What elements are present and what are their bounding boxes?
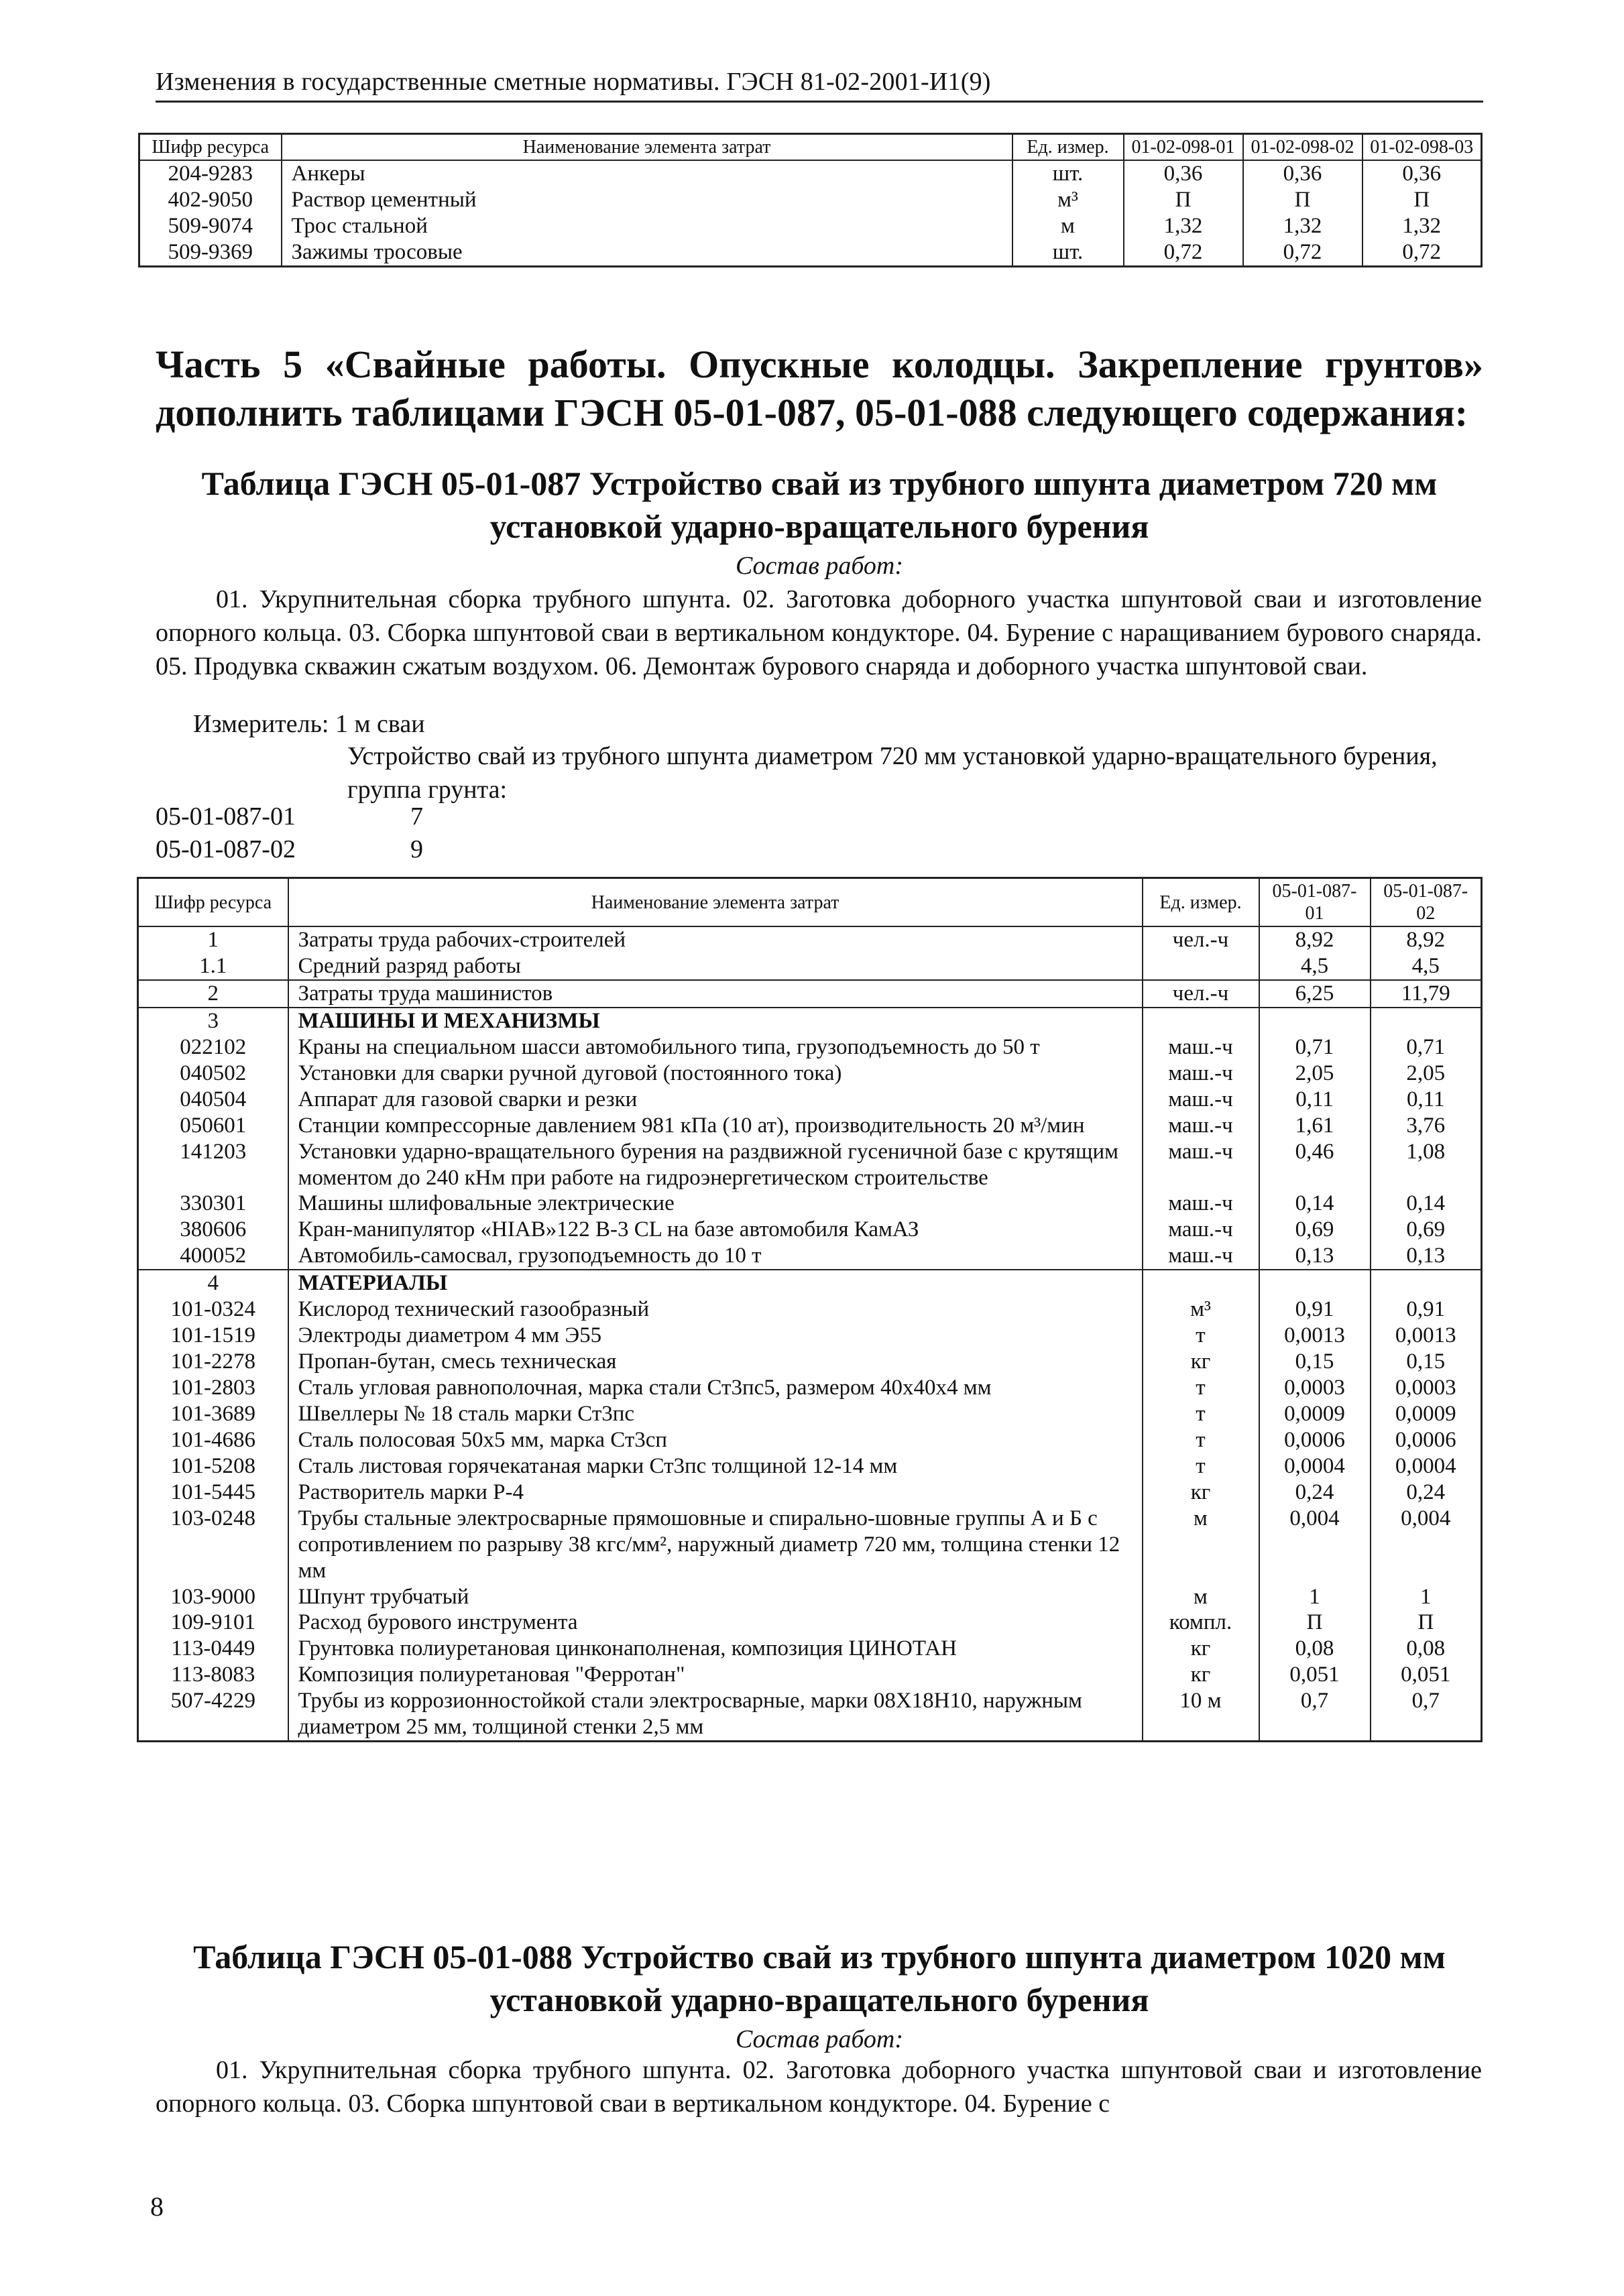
- resource-code: 402-9050: [139, 187, 282, 213]
- value: П: [1259, 1610, 1371, 1636]
- column-header: Ед. измер.: [1143, 878, 1259, 927]
- unit: м: [1143, 1584, 1259, 1610]
- value: 4,5: [1259, 953, 1371, 980]
- resource-name: Сталь листовая горячекатаная марки Ст3пс толщиной 12-14 мм: [288, 1453, 1143, 1479]
- resource-code: 509-9074: [139, 213, 282, 239]
- value: 2,05: [1371, 1061, 1482, 1087]
- resource-code: 101-5208: [138, 1453, 288, 1479]
- section-title: МАТЕРИАЛЫ: [288, 1270, 1143, 1296]
- value: 0,36: [1362, 160, 1482, 187]
- value: 0,7: [1259, 1688, 1371, 1741]
- table-row: [138, 1113, 1482, 1139]
- value: 2,05: [1259, 1061, 1371, 1087]
- column-header: 05-01-087-01: [1259, 878, 1371, 927]
- column-header: Ед. измер.: [1012, 134, 1124, 161]
- table-row: [138, 1401, 1482, 1427]
- table-row: [138, 1662, 1482, 1688]
- column-header: 01-02-098-01: [1124, 134, 1243, 161]
- unit: кг: [1143, 1479, 1259, 1506]
- value: 0,24: [1371, 1479, 1482, 1506]
- running-header: Изменения в государственные сметные нормативы. ГЭСН 81-02-2001-И1(9): [156, 68, 991, 96]
- value: 11,79: [1371, 980, 1482, 1008]
- table-row: [138, 1061, 1482, 1087]
- section-title: МАШИНЫ И МЕХАНИЗМЫ: [288, 1008, 1143, 1034]
- resource-name: Аппарат для газовой сварки и резки: [288, 1087, 1143, 1113]
- resource-code: 101-0324: [138, 1296, 288, 1323]
- value: 0,71: [1371, 1034, 1482, 1061]
- value: 0,004: [1259, 1506, 1371, 1584]
- resource-code: 380606: [138, 1217, 288, 1243]
- value: 1,61: [1259, 1113, 1371, 1139]
- table-row: [138, 1243, 1482, 1270]
- unit: маш.-ч: [1143, 1113, 1259, 1139]
- table-row: [139, 239, 1482, 266]
- resource-name: Трубы из коррозионностойкой стали электросварные, марки 08Х18Н10, наружным диаметром 25 мм, толщиной стенки 2,5 мм: [288, 1688, 1143, 1741]
- table-row: [138, 1296, 1482, 1323]
- resource-name: Пропан-бутан, смесь техническая: [288, 1349, 1143, 1375]
- table-row: [138, 1479, 1482, 1506]
- resource-name: Затраты труда машинистов: [288, 980, 1143, 1008]
- column-header: 05-01-087-02: [1371, 878, 1482, 927]
- resource-code: 101-2803: [138, 1375, 288, 1401]
- unit: чел.-ч: [1143, 980, 1259, 1008]
- resource-name: Краны на специальном шасси автомобильного типа, грузоподъемность до 50 т: [288, 1034, 1143, 1061]
- resource-code: 113-0449: [138, 1636, 288, 1662]
- resource-name: Зажимы тросовые: [282, 239, 1012, 266]
- resource-name: Автомобиль-самосвал, грузоподъемность до 10 т: [288, 1243, 1143, 1270]
- unit: т: [1143, 1453, 1259, 1479]
- value: 8,92: [1371, 926, 1482, 953]
- table-088-title-line2: установкой ударно-вращательного бурения: [489, 1980, 1149, 2018]
- resource-name: Трос стальной: [282, 213, 1012, 239]
- unit: [1143, 953, 1259, 980]
- part-heading-line1: Часть 5 «Свайные работы. Опускные колодцы. Закрепление грунтов»: [156, 343, 1483, 386]
- column-header: 01-02-098-02: [1243, 134, 1362, 161]
- value: 0,0006: [1371, 1427, 1482, 1453]
- value: 1: [1371, 1584, 1482, 1610]
- value: 0,91: [1259, 1296, 1371, 1323]
- table-088-title: [156, 1936, 1483, 2021]
- unit: т: [1143, 1401, 1259, 1427]
- header-rule: [156, 101, 1483, 103]
- value: 0,91: [1371, 1296, 1482, 1323]
- resource-name: Растворитель марки Р-4: [288, 1479, 1143, 1506]
- resource-name: Установки ударно-вращательного бурения на раздвижной гусеничной базе с крутящим моментом до 240 кНм при работе на гидроэнергетическом строительстве: [288, 1139, 1143, 1191]
- section-number: 4: [138, 1270, 288, 1296]
- value: 1,32: [1243, 213, 1362, 239]
- resource-name: Машины шлифовальные электрические: [288, 1191, 1143, 1217]
- table-section-row: [138, 1270, 1482, 1296]
- value: 0,0013: [1371, 1323, 1482, 1349]
- value: 4,5: [1371, 953, 1482, 980]
- table-header-row: [139, 134, 1482, 161]
- value: 0,0013: [1259, 1323, 1371, 1349]
- table-row: [138, 1636, 1482, 1662]
- unit: м: [1143, 1506, 1259, 1584]
- unit: м: [1012, 213, 1124, 239]
- unit: шт.: [1012, 160, 1124, 187]
- resource-name: Анкеры: [282, 160, 1012, 187]
- resource-code: 040504: [138, 1087, 288, 1113]
- value: 0,15: [1259, 1349, 1371, 1375]
- table-row: [138, 1349, 1482, 1375]
- value: 8,92: [1259, 926, 1371, 953]
- resource-name: Трубы стальные электросварные прямошовные и спирально-шовные группы А и Б с сопротивлением по разрыву 38 кгс/мм², наружный диаметр 720 мм, толщина стенки 12 мм: [288, 1506, 1143, 1584]
- resource-name: Электроды диаметром 4 мм Э55: [288, 1323, 1143, 1349]
- soil-group: 7: [410, 802, 423, 831]
- value: 0,051: [1259, 1662, 1371, 1688]
- table-087-title-line1: Таблица ГЭСН 05-01-087 Устройство свай из трубного шпунта диаметром 720 мм: [201, 465, 1438, 502]
- table-row: [138, 1217, 1482, 1243]
- value: 1: [1259, 1584, 1371, 1610]
- table-header-row: [138, 878, 1482, 927]
- value: 1,08: [1371, 1139, 1482, 1191]
- resource-name: Установки для сварки ручной дуговой (постоянного тока): [288, 1061, 1143, 1087]
- unit: чел.-ч: [1143, 926, 1259, 953]
- column-header: Шифр ресурса: [139, 134, 282, 161]
- resource-name: Затраты труда рабочих-строителей: [288, 926, 1143, 953]
- value: 1,32: [1124, 213, 1243, 239]
- table-row: [139, 213, 1482, 239]
- table-088-title-line1: Таблица ГЭСН 05-01-088 Устройство свай из трубного шпунта диаметром 1020 мм: [193, 1938, 1446, 1976]
- value: 0,004: [1371, 1506, 1482, 1584]
- value: 0,36: [1243, 160, 1362, 187]
- table-row: [139, 160, 1482, 187]
- table-row: [138, 926, 1482, 953]
- value: 0,69: [1259, 1217, 1371, 1243]
- value: 0,72: [1124, 239, 1243, 266]
- resource-code: 141203: [138, 1139, 288, 1191]
- value: П: [1124, 187, 1243, 213]
- column-header: 01-02-098-03: [1362, 134, 1482, 161]
- resource-name: Шпунт трубчатый: [288, 1584, 1143, 1610]
- resource-name: Кран-манипулятор «HIAB»122 B-3 CL на базе автомобиля КамАЗ: [288, 1217, 1143, 1243]
- unit: маш.-ч: [1143, 1061, 1259, 1087]
- value: 0,0003: [1371, 1375, 1482, 1401]
- value: П: [1243, 187, 1362, 213]
- work-composition-text: 01. Укрупнительная сборка трубного шпунта. 02. Заготовка доборного участка шпунтовой сваи и изготовление опорного кольца. 03. Сборка шпунтовой сваи в вертикальном кондукторе. 04. Бурение с: [156, 2056, 1482, 2118]
- unit: маш.-ч: [1143, 1243, 1259, 1270]
- value: 0,0009: [1259, 1401, 1371, 1427]
- table-row: [138, 980, 1482, 1008]
- unit: маш.-ч: [1143, 1034, 1259, 1061]
- section-number: 3: [138, 1008, 288, 1034]
- value: 0,0004: [1371, 1453, 1482, 1479]
- norm-code-row: [156, 835, 423, 864]
- page-number: 8: [150, 2191, 164, 2222]
- unit: кг: [1143, 1349, 1259, 1375]
- resource-code: 022102: [138, 1034, 288, 1061]
- value: 0,0004: [1259, 1453, 1371, 1479]
- unit: кг: [1143, 1636, 1259, 1662]
- unit: маш.-ч: [1143, 1139, 1259, 1191]
- resource-table-098: [138, 133, 1483, 267]
- value: 0,0009: [1371, 1401, 1482, 1427]
- unit: маш.-ч: [1143, 1191, 1259, 1217]
- table-row: [138, 1427, 1482, 1453]
- value: 0,051: [1371, 1662, 1482, 1688]
- resource-name: Раствор цементный: [282, 187, 1012, 213]
- resource-code: 109-9101: [138, 1610, 288, 1636]
- unit: м³: [1143, 1296, 1259, 1323]
- value: 0,11: [1371, 1087, 1482, 1113]
- table-087-title-line2: установкой ударно-вращательного бурения: [489, 507, 1149, 545]
- work-composition-text: 01. Укрупнительная сборка трубного шпунта. 02. Заготовка доборного участка шпунтовой сваи и изготовление опорного кольца. 03. Сборка шпунтовой сваи в вертикальном кондукторе. 04. Бурение с наращиванием бурового снаряда. 05. Продувка скважин сжатым воздухом. 06. Демонтаж бурового снаряда и доборного участка шпунтовой сваи.: [156, 585, 1482, 680]
- resource-code: 101-5445: [138, 1479, 288, 1506]
- resource-table-087: [137, 877, 1483, 1742]
- value: 6,25: [1259, 980, 1371, 1008]
- resource-code: 330301: [138, 1191, 288, 1217]
- value: П: [1362, 187, 1482, 213]
- resource-code: 101-4686: [138, 1427, 288, 1453]
- value: 0,08: [1371, 1636, 1482, 1662]
- resource-name: Сталь угловая равнополочная, марка стали Ст3пс5, размером 40х40х4 мм: [288, 1375, 1143, 1401]
- value: 0,24: [1259, 1479, 1371, 1506]
- table-row: [138, 953, 1482, 980]
- unit: 10 м: [1143, 1688, 1259, 1741]
- unit: т: [1143, 1427, 1259, 1453]
- value: П: [1371, 1610, 1482, 1636]
- resource-name: Грунтовка полиуретановая цинконаполненая, композиция ЦИНОТАН: [288, 1636, 1143, 1662]
- table-row: [139, 187, 1482, 213]
- resource-name: Расход бурового инструмента: [288, 1610, 1143, 1636]
- value: 3,76: [1371, 1113, 1482, 1139]
- part-heading: [156, 341, 1483, 437]
- resource-code: 101-1519: [138, 1323, 288, 1349]
- unit: маш.-ч: [1143, 1087, 1259, 1113]
- resource-code: 103-9000: [138, 1584, 288, 1610]
- column-header: Наименование элемента затрат: [282, 134, 1012, 161]
- table-row: [138, 1584, 1482, 1610]
- value: 0,11: [1259, 1087, 1371, 1113]
- value: 0,69: [1371, 1217, 1482, 1243]
- value: 1,32: [1362, 213, 1482, 239]
- part-heading-line2: дополнить таблицами ГЭСН 05-01-087, 05-01-088 следующего содержания:: [156, 390, 1468, 434]
- table-section-row: [138, 1008, 1482, 1034]
- resource-code: 050601: [138, 1113, 288, 1139]
- table-row: [138, 1191, 1482, 1217]
- measure-description: Устройство свай из трубного шпунта диаметром 720 мм установкой ударно-вращательного бурения, группа грунта:: [347, 742, 1438, 804]
- table-row: [138, 1375, 1482, 1401]
- resource-code: 204-9283: [139, 160, 282, 187]
- resource-code: 1: [138, 926, 288, 953]
- resource-code: 509-9369: [139, 239, 282, 266]
- unit: компл.: [1143, 1610, 1259, 1636]
- resource-code: 507-4229: [138, 1688, 288, 1741]
- value: 0,13: [1371, 1243, 1482, 1270]
- table-row: [138, 1453, 1482, 1479]
- resource-code: 2: [138, 980, 288, 1008]
- table-row: [138, 1034, 1482, 1061]
- value: 0,14: [1371, 1191, 1482, 1217]
- work-composition-label: Состав работ:: [735, 2025, 904, 2053]
- value: 0,0006: [1259, 1427, 1371, 1453]
- norm-code: 05-01-087-02: [156, 835, 296, 863]
- resource-code: 101-3689: [138, 1401, 288, 1427]
- table-087-title: [156, 463, 1483, 548]
- value: 0,08: [1259, 1636, 1371, 1662]
- unit: шт.: [1012, 239, 1124, 266]
- resource-name: Швеллеры № 18 сталь марки Ст3пс: [288, 1401, 1143, 1427]
- resource-code: 1.1: [138, 953, 288, 980]
- resource-code: 400052: [138, 1243, 288, 1270]
- resource-code: 103-0248: [138, 1506, 288, 1584]
- work-composition-label: Состав работ:: [735, 552, 904, 580]
- value: 0,7: [1371, 1688, 1482, 1741]
- value: 0,36: [1124, 160, 1243, 187]
- resource-name: Композиция полиуретановая "Ферротан": [288, 1662, 1143, 1688]
- value: 0,15: [1371, 1349, 1482, 1375]
- norm-code-row: [156, 802, 423, 831]
- value: 0,14: [1259, 1191, 1371, 1217]
- value: 0,72: [1362, 239, 1482, 266]
- resource-name: Сталь полосовая 50х5 мм, марка Ст3сп: [288, 1427, 1143, 1453]
- resource-name: Средний разряд работы: [288, 953, 1143, 980]
- resource-code: 113-8083: [138, 1662, 288, 1688]
- table-row: [138, 1506, 1482, 1584]
- value: 0,72: [1243, 239, 1362, 266]
- table-row: [138, 1139, 1482, 1191]
- table-row: [138, 1087, 1482, 1113]
- unit: маш.-ч: [1143, 1217, 1259, 1243]
- unit: м³: [1012, 187, 1124, 213]
- measure-unit: Измеритель: 1 м сваи: [193, 710, 425, 738]
- value: 0,0003: [1259, 1375, 1371, 1401]
- resource-name: Станции компрессорные давлением 981 кПа (10 ат), производительность 20 м³/мин: [288, 1113, 1143, 1139]
- soil-group: 9: [410, 835, 423, 863]
- unit: кг: [1143, 1662, 1259, 1688]
- unit: т: [1143, 1323, 1259, 1349]
- table-row: [138, 1323, 1482, 1349]
- value: 0,46: [1259, 1139, 1371, 1191]
- value: 0,71: [1259, 1034, 1371, 1061]
- column-header: Наименование элемента затрат: [288, 878, 1143, 927]
- value: 0,13: [1259, 1243, 1371, 1270]
- unit: т: [1143, 1375, 1259, 1401]
- norm-code: 05-01-087-01: [156, 802, 296, 831]
- column-header: Шифр ресурса: [138, 878, 288, 927]
- resource-code: 040502: [138, 1061, 288, 1087]
- resource-name: Кислород технический газообразный: [288, 1296, 1143, 1323]
- resource-code: 101-2278: [138, 1349, 288, 1375]
- table-row: [138, 1610, 1482, 1636]
- table-row: [138, 1688, 1482, 1741]
